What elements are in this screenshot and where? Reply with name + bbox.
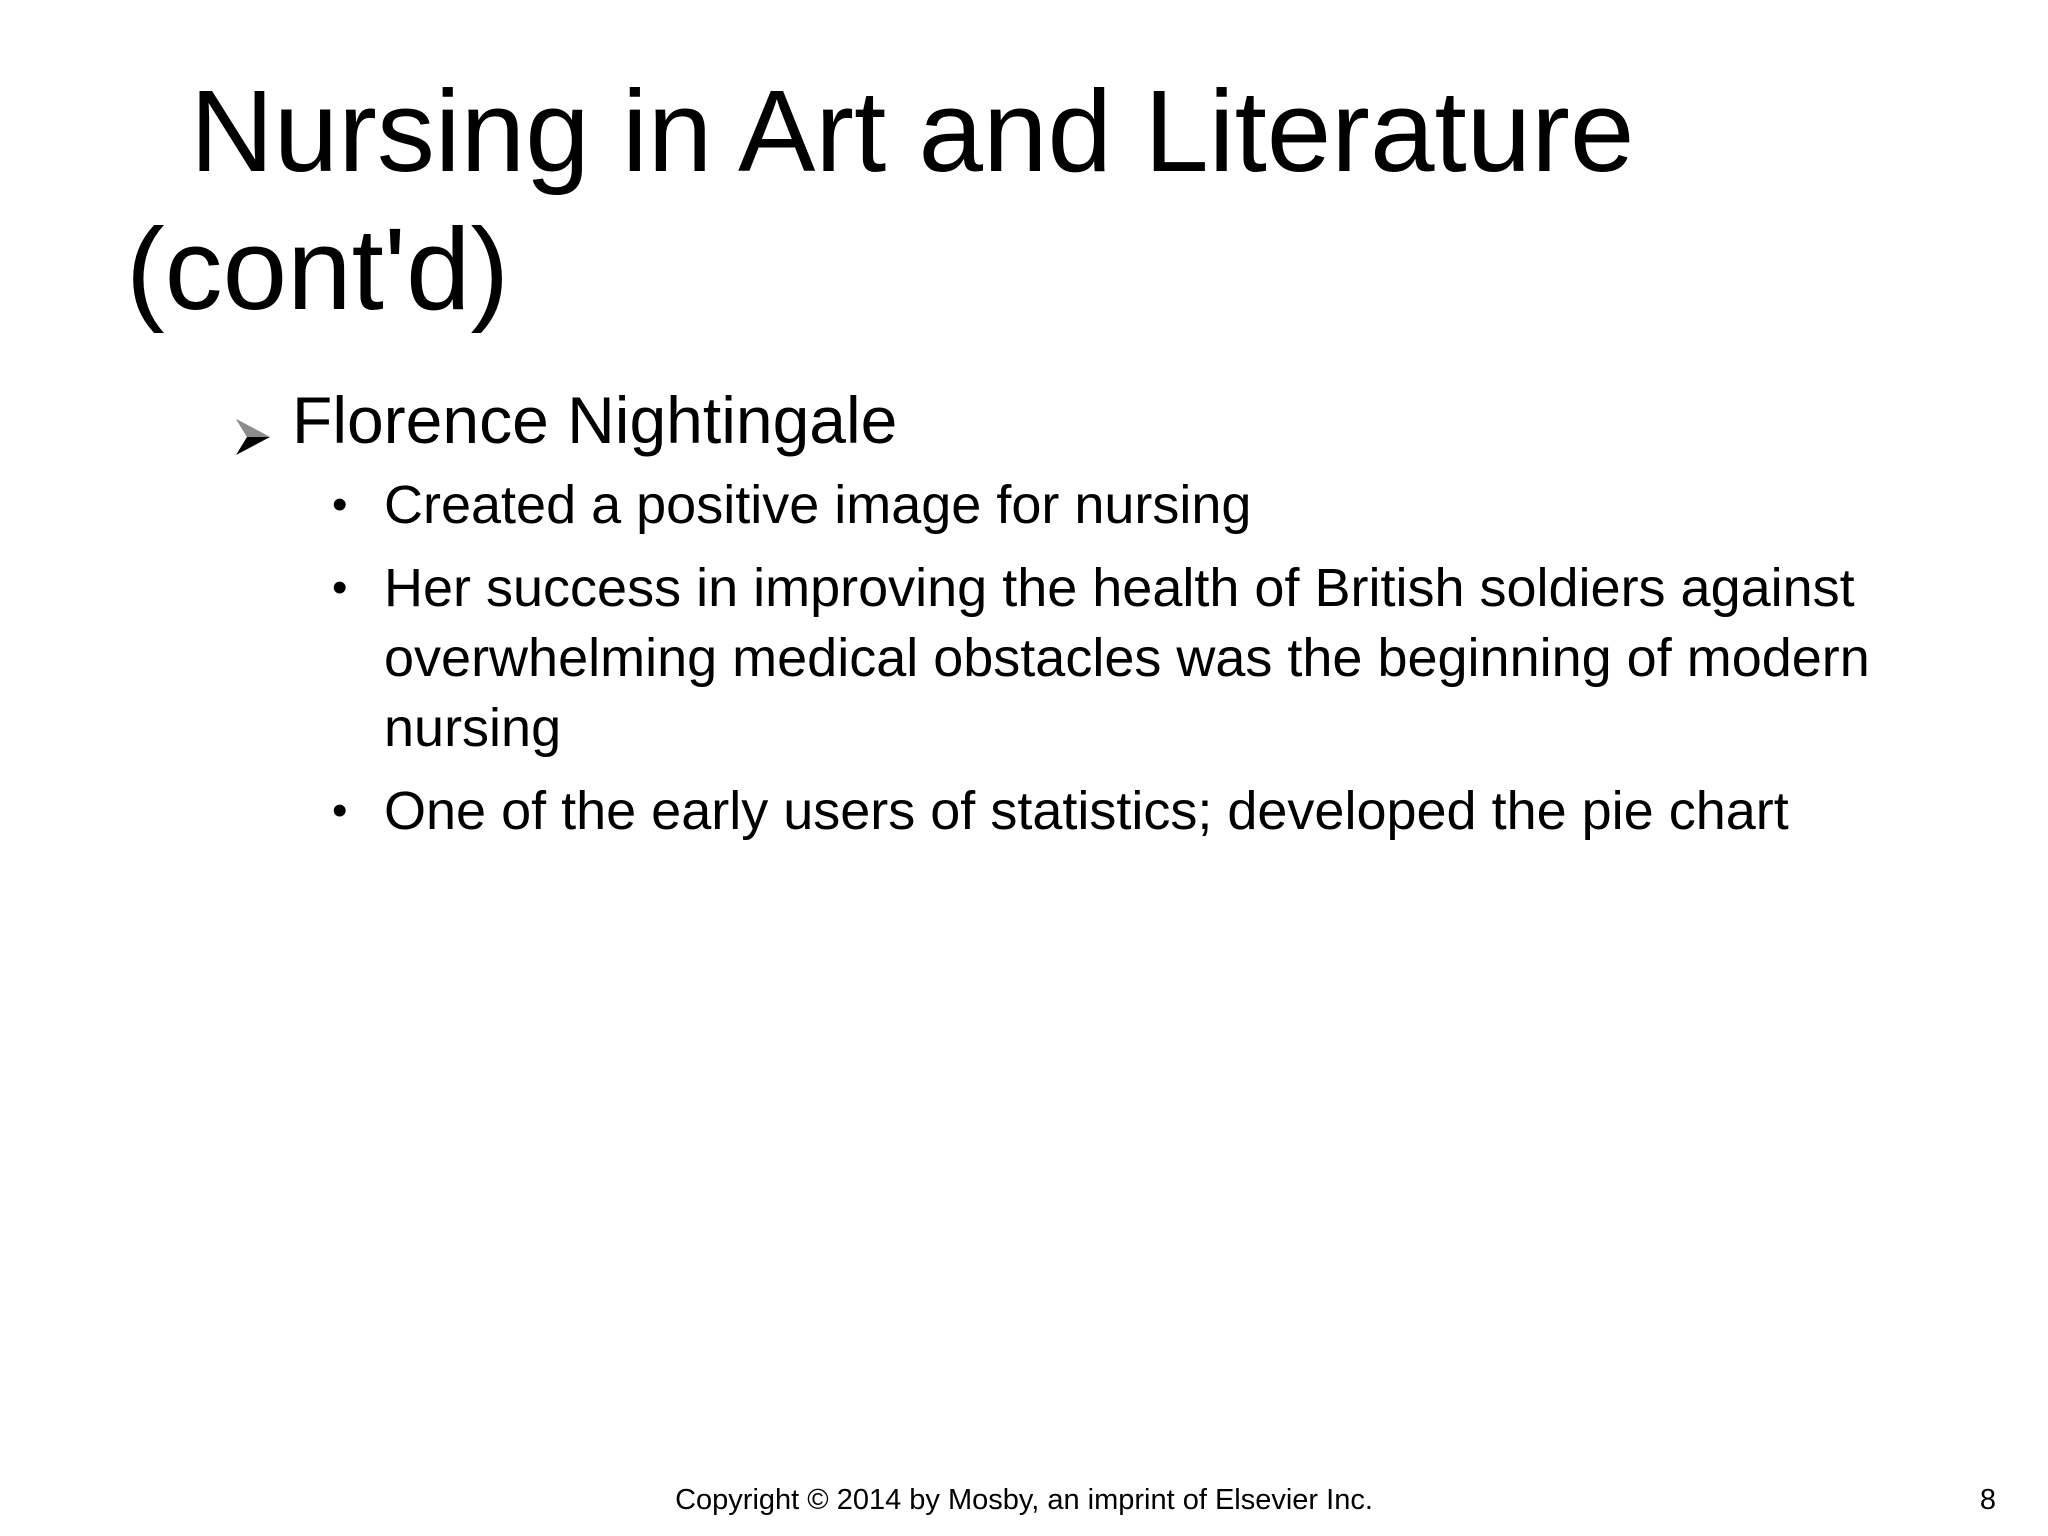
slide-title: Nursing in Art and Literature (cont'd) xyxy=(126,66,1635,334)
page-number: 8 xyxy=(1979,1484,1996,1516)
bullet-dot-icon: • xyxy=(332,786,348,835)
sub-bullet-text: One of the early users of statistics; developed the pie chart xyxy=(384,781,1789,841)
sub-bullet-item xyxy=(332,553,1942,763)
copyright-notice: Copyright © 2014 by Mosby, an imprint of Elsevier Inc. xyxy=(675,1484,1373,1516)
sub-bullet-item xyxy=(332,470,1942,540)
arrowhead-bullet-icon xyxy=(234,394,272,434)
bullet-dot-icon: • xyxy=(332,563,348,612)
sub-bullet-list xyxy=(292,470,1942,846)
topic-bullet xyxy=(292,380,1942,460)
slide-footer xyxy=(0,1480,2048,1520)
sub-bullet-item xyxy=(332,776,1942,846)
topic-label: Florence Nightingale xyxy=(292,383,898,457)
topic-block xyxy=(292,380,1942,859)
bullet-dot-icon: • xyxy=(332,480,348,529)
sub-bullet-text: Created a positive image for nursing xyxy=(384,475,1252,535)
sub-bullet-text: Her success in improving the health of British soldiers against overwhelming medical obstacles was the beginning of modern nursing xyxy=(384,558,1870,758)
